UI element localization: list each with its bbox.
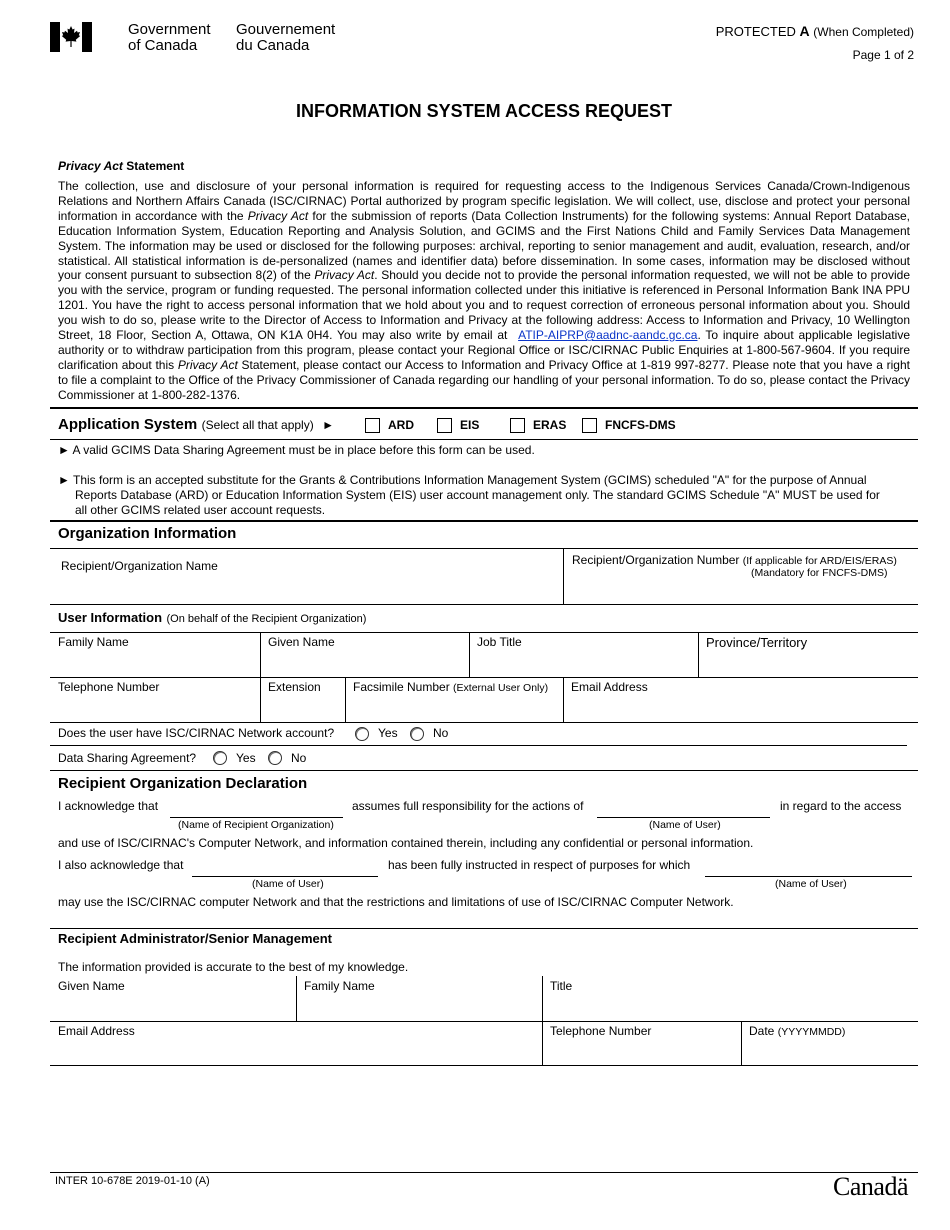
- page-indicator: Page 1 of 2: [852, 48, 914, 62]
- privacy-act-ref: Privacy Act: [177, 357, 238, 372]
- admin-title-label: Title: [550, 979, 573, 993]
- divider: [50, 604, 918, 605]
- org-number-hint: (If applicable for ARD/EIS/ERAS): [742, 555, 897, 567]
- declaration-line1-c: in regard to the access: [780, 799, 902, 813]
- privacy-heading-act: Privacy Act: [58, 159, 123, 173]
- declaration-line1-a: I acknowledge that: [58, 799, 159, 813]
- divider: [50, 722, 918, 723]
- protected-marker: [716, 23, 914, 39]
- network-yes-label: Yes: [378, 726, 398, 740]
- application-system-title: Application System: [58, 416, 198, 433]
- privacy-heading: [58, 159, 184, 174]
- admin-given-name-label: Given Name: [58, 979, 125, 993]
- admin-email-input[interactable]: [54, 1041, 538, 1063]
- network-no-label: No: [433, 726, 449, 740]
- user-heading: [58, 609, 366, 627]
- fax-label: [353, 680, 548, 696]
- declaration-line1-b: assumes full responsibility for the actions of: [352, 799, 584, 813]
- admin-family-name-label: Family Name: [304, 979, 375, 993]
- user-name-input-2[interactable]: [192, 856, 378, 876]
- org-number-mandatory: (Mandatory for FNCFS-DMS): [751, 567, 888, 579]
- divider: [50, 520, 918, 522]
- gov-fr-line2: du Canada: [236, 37, 310, 54]
- gov-fr-line1: Gouvernement: [236, 21, 336, 38]
- privacy-heading-rest: Statement: [122, 159, 185, 173]
- extension-label: Extension: [268, 680, 321, 694]
- gov-en-line1: Government: [128, 21, 211, 38]
- fax-title: Facsimile Number: [353, 680, 450, 694]
- privacy-text-5: Statement, please contact our Access to Information and Privacy Office at 1-819 997-8277. Please note that you have a right to file a complaint to the Office of the Privacy Commissioner of Canada regarding our handling of your personal information. To do so, please contact the Privacy Commissioner at 1-800-282-1376.: [58, 357, 910, 402]
- divider: [296, 976, 297, 1021]
- underline: [170, 817, 343, 818]
- gov-fr-wordmark: [236, 22, 335, 53]
- canada-wordmark: Canadä: [833, 1172, 908, 1201]
- organization-heading: Organization Information: [58, 525, 237, 542]
- user-name-input-1[interactable]: [597, 797, 770, 817]
- admin-date-hint: (YYYYMMDD): [777, 1026, 846, 1038]
- admin-family-name-input[interactable]: [300, 996, 538, 1018]
- checkbox-ard-label: ARD: [388, 418, 414, 432]
- application-system-label: [58, 416, 334, 434]
- checkbox-eras[interactable]: [510, 418, 525, 433]
- user-email-input[interactable]: [567, 697, 914, 719]
- network-no-radio[interactable]: [410, 727, 424, 741]
- checkbox-eis-label: EIS: [460, 418, 480, 432]
- divider: [50, 1172, 918, 1173]
- protected-letter: A: [799, 23, 810, 39]
- checkbox-ard[interactable]: [365, 418, 380, 433]
- user-email-label: Email Address: [571, 680, 648, 694]
- caption-user-name: (Name of User): [252, 878, 324, 890]
- atip-email-link[interactable]: ATIP-AIPRP@aadnc-aandc.gc.ca: [518, 328, 698, 343]
- substitute-note-line2: Reports Database (ARD) or Education Information System (EIS) user account management only. The standard GCIMS Schedule "A" MUST be used for: [75, 488, 880, 502]
- admin-date-label: [749, 1024, 845, 1040]
- admin-title-input[interactable]: [546, 996, 914, 1018]
- given-name-label: Given Name: [268, 635, 335, 649]
- dsa-question: Data Sharing Agreement?: [58, 751, 197, 765]
- protected-note: (When Completed): [813, 25, 914, 39]
- substitute-note-line3: all other GCIMS related user account requests.: [75, 503, 326, 517]
- dsa-yes-label: Yes: [236, 751, 256, 765]
- admin-telephone-label: Telephone Number: [550, 1024, 652, 1038]
- protected-label: PROTECTED: [715, 24, 796, 39]
- checkbox-eis[interactable]: [437, 418, 452, 433]
- divider: [50, 632, 918, 633]
- user-heading-hint: (On behalf of the Recipient Organization): [166, 613, 367, 625]
- declaration-line2: and use of ISC/CIRNAC's Computer Network, and information contained therein, including any confidential or personal information.: [58, 836, 754, 850]
- dsa-yes-radio[interactable]: [213, 751, 227, 765]
- declaration-heading: Recipient Organization Declaration: [58, 775, 308, 792]
- admin-date-title: Date: [749, 1024, 775, 1038]
- caption-user-name: (Name of User): [775, 878, 847, 890]
- underline: [705, 876, 912, 877]
- privacy-text-2: for the submission of reports (Data Collection Instruments) for the following systems: Annual Report Database, Education Information System, Education Reporting and Analysis Solution, and GCIMS and the First Nations Child and Family Services Data Management System. The information may be used or disclosed for the following purposes: archival, reporting to senior management and audit, evaluation, research, and/or statistical. All statistical information is de-personalized (names and identifier data) before dissemination. In some cases, information may be disclosed without your consent pursuant to subsection 8(2) of the: [58, 208, 910, 283]
- privacy-act-ref: Privacy Act: [247, 208, 309, 223]
- caption-user-name: (Name of User): [649, 819, 721, 831]
- divider: [469, 632, 470, 677]
- declaration-line3-a: I also acknowledge that: [58, 858, 184, 872]
- underline: [597, 817, 770, 818]
- province-select[interactable]: [702, 652, 914, 674]
- substitute-note-line1: ► This form is an accepted substitute for the Grants & Contributions Information Management System (GCIMS) scheduled "A" for the purpose of Annual: [58, 473, 867, 487]
- gov-en-line2: of Canada: [128, 37, 198, 54]
- network-question: Does the user have ISC/CIRNAC Network account?: [58, 726, 335, 740]
- divider: [345, 677, 346, 722]
- org-name-label: Recipient/Organization Name: [61, 559, 218, 573]
- checkbox-eras-label: ERAS: [533, 418, 567, 432]
- divider: [50, 677, 918, 678]
- divider: [50, 439, 918, 440]
- given-name-input[interactable]: [264, 652, 466, 674]
- recipient-org-input[interactable]: [170, 797, 343, 817]
- job-title-label: Job Title: [477, 635, 522, 649]
- divider: [50, 1021, 918, 1022]
- divider: [50, 770, 918, 771]
- extension-input[interactable]: [264, 697, 342, 719]
- family-name-input[interactable]: [54, 652, 256, 674]
- form-number: INTER 10-678E 2019-01-10 (A): [55, 1175, 210, 1187]
- privacy-text-1: The collection, use and disclosure of your personal information is required for requesting access to the Indigenous Services Canada/Crown-Indigenous Relations and Northern Affairs Canada (ISC/CIRNAC) Portal authorized by program specific legislation. We will collect, use, disclose and protect your personal information in accordance with the: [58, 179, 910, 223]
- privacy-statement: [58, 179, 910, 403]
- declaration-line3-b: has been fully instructed in respect of purposes for which: [388, 858, 691, 872]
- divider: [260, 632, 261, 677]
- caption-org-name: (Name of Recipient Organization): [178, 819, 334, 831]
- divider: [698, 632, 699, 677]
- canada-flag-icon: [50, 22, 92, 52]
- admin-given-name-input[interactable]: [54, 996, 292, 1018]
- user-heading-title: User Information: [58, 610, 163, 625]
- job-title-input[interactable]: [473, 652, 695, 674]
- telephone-input[interactable]: [54, 697, 256, 719]
- dsa-no-label: No: [291, 751, 307, 765]
- privacy-act-ref: Privacy Act: [314, 268, 375, 283]
- declaration-line4: may use the ISC/CIRNAC computer Network and that the restrictions and limitations of use of ISC/CIRNAC Computer Network.: [58, 895, 734, 909]
- admin-telephone-input[interactable]: [546, 1041, 738, 1063]
- admin-heading: Recipient Administrator/Senior Management: [58, 931, 333, 946]
- checkbox-fncfs-dms[interactable]: [582, 418, 597, 433]
- divider: [50, 745, 907, 746]
- org-number-input[interactable]: [568, 582, 913, 602]
- arrow-right-icon: ►: [322, 418, 335, 432]
- accuracy-statement: The information provided is accurate to the best of my knowledge.: [58, 960, 409, 974]
- org-number-title: Recipient/Organization Number: [572, 553, 740, 567]
- privacy-text-4: . To inquire about applicable legislative authority or to withdraw participation from this program, please contact your Regional Office or ISC/CIRNAC Public Enquiries at 1-800-567-9604. If you require clarification about this: [58, 328, 910, 372]
- privacy-text-3: . Should you decide not to provide the personal information requested, we will not be able to provide you with the service, program or funding requested. The personal information collected under this initiative is referenced in Personal Information Bank INA PPU 1201. You have the right to access personal information that we hold about you and to request correction of erroneous personal information about you. Should you wish to do so, please write to the Director of Access to Information and Privacy at the following address: Access to Information and Privacy, 10 Wellington Street, 18 Floor, Section A, Ottawa, ON K1A 0H4. You may also write by email at: [58, 268, 911, 343]
- dsa-no-radio[interactable]: [268, 751, 282, 765]
- org-name-input[interactable]: [56, 576, 556, 600]
- user-name-input-3[interactable]: [705, 856, 912, 876]
- divider: [50, 548, 918, 549]
- divider: [50, 1065, 918, 1066]
- telephone-label: Telephone Number: [58, 680, 160, 694]
- divider: [563, 548, 564, 604]
- divider: [50, 928, 918, 929]
- network-yes-radio[interactable]: [355, 727, 369, 741]
- divider: [260, 677, 261, 722]
- divider: [741, 1021, 742, 1065]
- checkbox-fncfs-dms-label: FNCFS-DMS: [605, 418, 676, 432]
- admin-date-input[interactable]: [745, 1041, 914, 1063]
- divider: [50, 407, 918, 409]
- province-label: Province/Territory: [706, 635, 808, 650]
- application-system-hint: (Select all that apply): [201, 418, 314, 432]
- divider: [563, 677, 564, 722]
- underline: [192, 876, 378, 877]
- admin-email-label: Email Address: [58, 1024, 135, 1038]
- fax-input[interactable]: [349, 697, 560, 719]
- gov-en-wordmark: [128, 22, 211, 53]
- dsa-note: ► A valid GCIMS Data Sharing Agreement must be in place before this form can be used.: [58, 443, 535, 457]
- form-title: INFORMATION SYSTEM ACCESS REQUEST: [295, 101, 673, 121]
- fax-hint: (External User Only): [453, 682, 549, 694]
- family-name-label: Family Name: [58, 635, 129, 649]
